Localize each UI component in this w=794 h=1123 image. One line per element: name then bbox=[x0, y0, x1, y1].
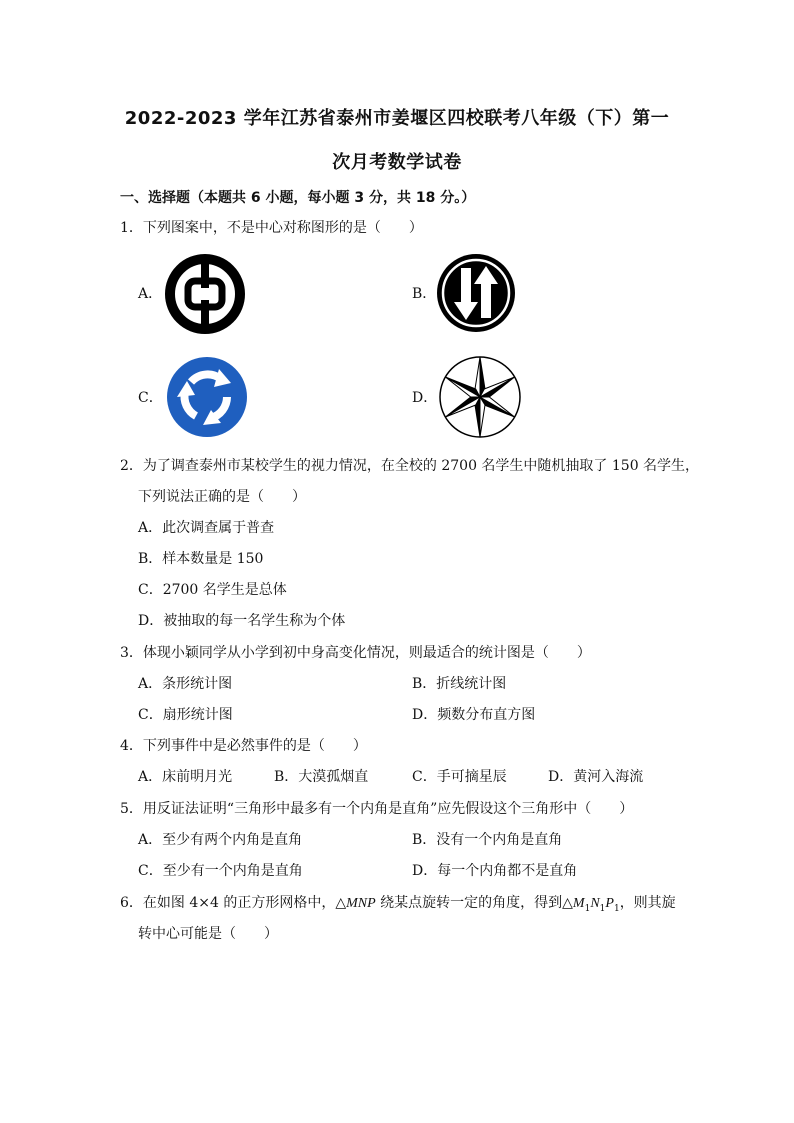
q5-option-a: A．至少有两个内角是直角 bbox=[138, 832, 303, 848]
q1-option-b-label: B． bbox=[412, 286, 437, 302]
bank-logo-icon bbox=[163, 252, 247, 336]
q2-option-d: D．被抽取的每一名学生称为个体 bbox=[138, 613, 346, 629]
q4-option-d: D．黄河入海流 bbox=[548, 769, 644, 785]
q4-option-a: A．床前明月光 bbox=[138, 769, 233, 785]
six-pointed-star-icon bbox=[438, 355, 522, 439]
q1-option-a-label: A． bbox=[138, 286, 163, 302]
q5-option-d: D．每一个内角都不是直角 bbox=[412, 863, 578, 879]
q4-stem: 4．下列事件中是必然事件的是（ ） bbox=[120, 738, 367, 754]
q1-option-d-label: D． bbox=[412, 390, 438, 406]
q2-option-b: B．样本数量是 150 bbox=[138, 551, 264, 567]
paper-title-line-2: 次月考数学试卷 bbox=[332, 152, 462, 173]
q1-option-c-label: C． bbox=[138, 390, 163, 406]
paper-title-line-1: 2022-2023 学年江苏省泰州市姜堰区四校联考八年级（下）第一 bbox=[124, 108, 670, 129]
q6-stem-line-1: 6．在如图 4×4 的正方形网格中，△MNP 绕某点旋转一定的角度，得到$\triangle M_1N_1P_1$，则其旋 bbox=[120, 895, 676, 914]
q2-stem-line-2: 下列说法正确的是（ ） bbox=[138, 489, 306, 505]
q2-option-c: C．2700 名学生是总体 bbox=[138, 582, 287, 598]
q3-option-b: B．折线统计图 bbox=[412, 676, 507, 692]
q1-stem: 1．下列图案中，不是中心对称图形的是（ ） bbox=[120, 220, 423, 236]
q2-option-a: A．此次调查属于普查 bbox=[138, 520, 275, 536]
q6-stem-line-2: 转中心可能是（ ） bbox=[138, 926, 278, 942]
q5-stem: 5．用反证法证明“三角形中最多有一个内角是直角”应先假设这个三角形中（ ） bbox=[120, 801, 634, 817]
q3-option-d: D．频数分布直方图 bbox=[412, 707, 536, 723]
section-heading: 一、选择题（本题共 6 小题，每小题 3 分，共 18 分。） bbox=[120, 190, 476, 206]
two-way-traffic-sign-icon bbox=[435, 252, 517, 334]
q5-option-b: B．没有一个内角是直角 bbox=[412, 832, 563, 848]
q3-option-c: C．扇形统计图 bbox=[138, 707, 233, 723]
q5-option-c: C．至少有一个内角是直角 bbox=[138, 863, 303, 879]
q3-option-a: A．条形统计图 bbox=[138, 676, 233, 692]
q3-stem: 3．体现小颖同学从小学到初中身高变化情况，则最适合的统计图是（ ） bbox=[120, 645, 591, 661]
q2-stem-line-1: 2．为了调查泰州市某校学生的视力情况，在全校的 2700 名学生中随机抽取了 150 名学生， bbox=[120, 458, 700, 474]
q4-option-c: C．手可摘星辰 bbox=[412, 769, 507, 785]
roundabout-sign-icon bbox=[165, 355, 249, 439]
q4-option-b: B．大漠孤烟直 bbox=[274, 769, 369, 785]
